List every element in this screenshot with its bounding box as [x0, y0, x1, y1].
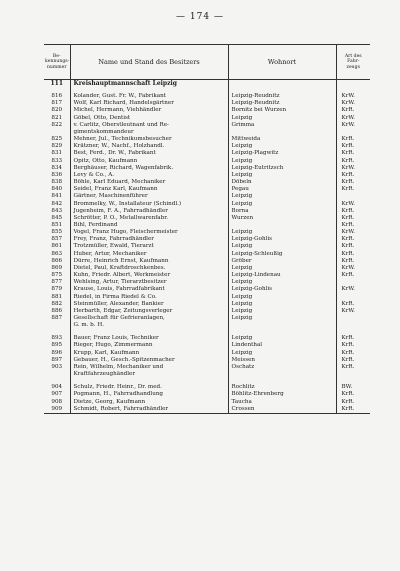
row-class: KrW.: [336, 165, 370, 172]
row-number: 907: [51, 391, 63, 398]
page-number: — 174 —: [176, 12, 224, 22]
row-class: [336, 315, 370, 322]
row-name: Brommelky, W., Installateur (Schindl.): [70, 201, 228, 208]
row-location: Leipzig-Gohlis: [228, 236, 336, 243]
row-class: KrR.: [336, 251, 370, 258]
table-row: [44, 158, 370, 165]
row-name: Pogmann, H., Fahrradhandlung: [70, 391, 228, 398]
header-class-text: Art des Fahr- zeugs: [344, 54, 362, 70]
row-name: Vogel, Franz Hugo, Fleischermeister: [70, 229, 228, 236]
row-number: 895: [51, 342, 63, 349]
table-row: [44, 143, 370, 150]
row-number: [44, 322, 70, 329]
table-row: [44, 93, 370, 100]
table-row: [44, 265, 370, 272]
row-class: KrR.: [336, 215, 370, 222]
row-number: 851: [51, 221, 63, 228]
row-number: 836: [51, 171, 63, 178]
header-number: [44, 45, 70, 80]
row-name: Herbarth, Edgar, Zeitungsverleger: [70, 308, 228, 315]
row-name: Jugenheim, F. A., Fahrradhändler: [70, 208, 228, 215]
row-class: KrR.: [336, 391, 370, 398]
row-location: Döbeln: [228, 179, 336, 186]
row-name: Krupp, Karl, Kaufmann: [70, 350, 228, 357]
row-number: 863: [51, 250, 63, 257]
row-name: v. Carlitz, Oberstleutnant und Re-: [70, 122, 228, 129]
table-row: [44, 122, 370, 129]
table-row: [44, 258, 370, 265]
row-number: 875: [51, 272, 63, 279]
row-name: Best, Ferd., Dr. W., Fabrikant: [70, 150, 228, 157]
section-empty-flag: [336, 80, 370, 88]
row-number: 897: [51, 356, 63, 363]
row-location: Leipzig: [228, 243, 336, 250]
row-number: 886: [51, 307, 63, 314]
row-class: KrR.: [336, 399, 370, 406]
row-number: 845: [51, 214, 63, 221]
table-header-row: [44, 45, 370, 80]
row-location: Borna: [228, 208, 336, 215]
table-row: [44, 371, 370, 378]
table-row: [44, 100, 370, 107]
row-name: Mehner, Jul., Technikumsbesucher: [70, 136, 228, 143]
row-number: 817: [51, 100, 63, 107]
table-row: [44, 222, 370, 229]
row-number: 877: [51, 279, 63, 286]
table-row: [44, 251, 370, 258]
row-number: 903: [51, 363, 63, 370]
row-location: Leipzig-Reudnitz: [228, 93, 336, 100]
row-name: Michel, Hermann, Viehhändler: [70, 107, 228, 114]
row-class: [336, 322, 370, 329]
vehicle-register-table: [44, 44, 370, 414]
row-class: KrR.: [336, 243, 370, 250]
row-number: 842: [51, 200, 63, 207]
row-name: Huber, Artur, Mechaniker: [70, 251, 228, 258]
row-class: KrR.: [336, 258, 370, 265]
row-number: 869: [51, 264, 63, 271]
row-class: [336, 129, 370, 136]
row-location: Leipzig: [228, 193, 336, 200]
row-class: KrR.: [336, 136, 370, 143]
row-name: Bauer, Franz Louis, Techniker: [70, 335, 228, 342]
row-class: KrR.: [336, 172, 370, 179]
row-class: KrR.: [336, 186, 370, 193]
row-number: 861: [51, 243, 63, 250]
row-number: 896: [51, 349, 63, 356]
row-number: 825: [51, 136, 63, 143]
row-class: KrR.: [336, 107, 370, 114]
row-location: Gröber: [228, 258, 336, 265]
header-class: [336, 45, 370, 80]
table-row: [44, 229, 370, 236]
row-name: Schmidt, Robert, Fahrradhändler: [70, 406, 228, 414]
row-number: 838: [51, 179, 63, 186]
row-name: Dürre, Heinrich Ernst, Kaufmann: [70, 258, 228, 265]
row-location: Crossen: [228, 406, 336, 414]
table-row: [44, 272, 370, 279]
table-row: [44, 172, 370, 179]
row-number: 855: [51, 229, 63, 236]
row-number: 908: [51, 398, 63, 405]
header-location-text: Wohnort: [267, 57, 297, 66]
table-row: [44, 115, 370, 122]
row-class: KrR.: [336, 143, 370, 150]
row-location: Leipzig: [228, 143, 336, 150]
row-name: gimentskommandeur: [70, 129, 228, 136]
row-location: [228, 222, 336, 229]
table-row: [44, 384, 370, 391]
row-class: KrW.: [336, 93, 370, 100]
table-row: [44, 308, 370, 315]
row-number: 866: [51, 257, 63, 264]
row-name: Steinmüller, Alexander, Bankier: [70, 301, 228, 308]
row-number: 843: [51, 207, 63, 214]
header-name: [70, 45, 228, 80]
table-row: [44, 301, 370, 308]
row-number: 840: [51, 186, 63, 193]
table-row: [44, 165, 370, 172]
table-row: [44, 150, 370, 157]
row-location: Leipzig-Gohlis: [228, 286, 336, 293]
row-location: Leipzig: [228, 350, 336, 357]
table-row: [44, 315, 370, 322]
row-number: 857: [51, 236, 63, 243]
row-class: KrR.: [336, 208, 370, 215]
row-name: Göbel, Otto, Dentist: [70, 115, 228, 122]
row-name: Rieger, Hugo, Zimmermann: [70, 342, 228, 349]
row-class: KrW.: [336, 115, 370, 122]
row-name: Wolf, Karl Richard, Handelsgärtner: [70, 100, 228, 107]
row-class: KrW.: [336, 122, 370, 129]
row-class: KrR.: [336, 350, 370, 357]
row-class: KrW.: [336, 265, 370, 272]
section-number: 111: [50, 80, 64, 87]
table-row: [44, 335, 370, 342]
row-class: KrW.: [336, 100, 370, 107]
row-name: Dietze, Georg, Kaufmann: [70, 399, 228, 406]
table-row: [44, 186, 370, 193]
row-location: Mittweida: [228, 136, 336, 143]
row-location: Böhlitz-Ehrenberg: [228, 391, 336, 398]
table-row: [44, 129, 370, 136]
row-class: KrW.: [336, 286, 370, 293]
row-number: 822: [51, 121, 63, 128]
row-number: 879: [51, 286, 63, 293]
row-number: 821: [51, 114, 63, 121]
row-number: 881: [51, 293, 63, 300]
row-class: [336, 294, 370, 301]
row-name: Schrötter, P. O., Metallwarenfabr.: [70, 215, 228, 222]
row-location: Leipzig: [228, 172, 336, 179]
row-location: Leipzig: [228, 301, 336, 308]
row-number: 833: [51, 157, 63, 164]
row-name: Opitz, Otto, Kaufmann: [70, 158, 228, 165]
row-number: [44, 371, 70, 378]
table-row: [44, 286, 370, 293]
row-name: Kuhn, Friedr. Albert, Werkmeister: [70, 272, 228, 279]
row-number: 816: [51, 93, 63, 100]
row-name: Bihl, Ferdinand: [70, 222, 228, 229]
table-row: [44, 399, 370, 406]
row-name: Berghäuser, Richard, Wagenfabrik.: [70, 165, 228, 172]
row-number: 820: [51, 107, 63, 114]
row-location: Leipzig: [228, 335, 336, 342]
row-name: Krause, Louis, Fahrradfabrikant: [70, 286, 228, 293]
row-class: KrR.: [336, 406, 370, 414]
row-location: Leipzig: [228, 229, 336, 236]
row-number: 909: [44, 406, 70, 414]
row-location: Leipzig: [228, 279, 336, 286]
row-name: Rein, Wilhelm, Mechaniker und: [70, 364, 228, 371]
row-location: Leipzig-Lindenau: [228, 272, 336, 279]
row-location: Leipzig-Reudnitz: [228, 100, 336, 107]
row-number: 893: [51, 335, 63, 342]
section-row: [44, 80, 370, 88]
row-name: Schulz, Friedr. Heinr., Dr. med.: [70, 384, 228, 391]
table-row: [44, 342, 370, 349]
section-title: Kreishauptmannschaft Leipzig: [70, 80, 228, 88]
row-number: 831: [51, 150, 63, 157]
table-row: [44, 357, 370, 364]
row-number: [44, 129, 70, 136]
table-row: [44, 391, 370, 398]
row-class: KrR.: [336, 179, 370, 186]
table-row: [44, 201, 370, 208]
row-class: KrW.: [336, 308, 370, 315]
row-class: [336, 279, 370, 286]
row-class: KrR.: [336, 150, 370, 157]
table-row: [44, 208, 370, 215]
row-class: KrR.: [336, 158, 370, 165]
row-location: Oschatz: [228, 364, 336, 371]
table-row: [44, 236, 370, 243]
section-empty-loc: [228, 80, 336, 88]
row-location: Leipzig-Eutritzsch: [228, 165, 336, 172]
row-location: Leipzig: [228, 158, 336, 165]
row-location: Leipzig: [228, 265, 336, 272]
row-name: Kolander, Gust. Fr. W., Fabrikant: [70, 93, 228, 100]
row-location: Grimma: [228, 122, 336, 129]
row-location: Leipzig: [228, 315, 336, 322]
row-location: Rochlitz: [228, 384, 336, 391]
row-location: Leipzig: [228, 294, 336, 301]
table-row: [44, 322, 370, 329]
row-number: 882: [51, 300, 63, 307]
row-class: KrW.: [336, 229, 370, 236]
row-location: Bornitz bei Wurzen: [228, 107, 336, 114]
table-row: [44, 364, 370, 371]
row-number: 829: [51, 143, 63, 150]
table-row: [44, 107, 370, 114]
table-row: [44, 215, 370, 222]
row-location: Leipzig-Schleußig: [228, 251, 336, 258]
row-name: Frey, Franz, Fahrradhändler: [70, 236, 228, 243]
row-class: KrR.: [336, 272, 370, 279]
row-location: Meissen: [228, 357, 336, 364]
row-class: BW.: [336, 384, 370, 391]
table-row: [44, 279, 370, 286]
header-name-text: Name und Stand des Besitzers: [98, 57, 200, 66]
table-row: [44, 179, 370, 186]
row-name: Dietel, Paul, Kraftdroschkenbes.: [70, 265, 228, 272]
header-location: [228, 45, 336, 80]
row-class: KrR.: [336, 342, 370, 349]
row-class: KrR.: [336, 301, 370, 308]
table-row: [44, 406, 370, 414]
row-name: Kraftfahrzeughändler: [70, 371, 228, 378]
row-class: [336, 193, 370, 200]
table-row: [44, 350, 370, 357]
table-row: [44, 294, 370, 301]
row-class: KrR.: [336, 335, 370, 342]
row-location: Wurzen: [228, 215, 336, 222]
row-class: KrW.: [336, 201, 370, 208]
row-location: Leipzig-Plagwitz: [228, 150, 336, 157]
row-name: Wehlsing, Artur, Tierarztbesitzer: [70, 279, 228, 286]
row-name: Gebauer, H., Gesch.-Spitzenmacher: [70, 357, 228, 364]
row-name: Seidel, Franz Karl, Kaufmann: [70, 186, 228, 193]
row-location: [228, 322, 336, 329]
row-location: [228, 371, 336, 378]
row-name: Levy & Co., A.: [70, 172, 228, 179]
row-name: Gesellschaft für Gefrieranlagen,: [70, 315, 228, 322]
row-location: [228, 129, 336, 136]
row-name: G. m. b. H.: [70, 322, 228, 329]
row-class: KrR.: [336, 222, 370, 229]
row-location: Leipzig: [228, 201, 336, 208]
row-number: 904: [51, 384, 63, 391]
row-location: Taucha: [228, 399, 336, 406]
table-row: [44, 136, 370, 143]
row-name: Böhle, Karl Eduard, Mechaniker: [70, 179, 228, 186]
table-row: [44, 243, 370, 250]
row-name: Riedel, in Firma Riedel & Co.: [70, 294, 228, 301]
row-name: Gärtner, Maschinenführer: [70, 193, 228, 200]
row-class: [336, 371, 370, 378]
row-class: KrR.: [336, 364, 370, 371]
row-name: Trotzmüller, Ewald, Tierarzt: [70, 243, 228, 250]
row-number: 887: [51, 315, 63, 321]
row-class: KrR.: [336, 236, 370, 243]
row-location: Leipzig: [228, 308, 336, 315]
row-class: KrR.: [336, 357, 370, 364]
row-location: Lindenthal: [228, 342, 336, 349]
row-name: Krätzner, W., Nachf., Holzhandl.: [70, 143, 228, 150]
row-number: 834: [51, 164, 63, 171]
table-row: [44, 193, 370, 200]
header-number-text: Be- kennungs- nummer: [45, 54, 70, 70]
row-number: 841: [51, 193, 63, 200]
row-location: Leipzig: [228, 115, 336, 122]
row-location: Pegau: [228, 186, 336, 193]
